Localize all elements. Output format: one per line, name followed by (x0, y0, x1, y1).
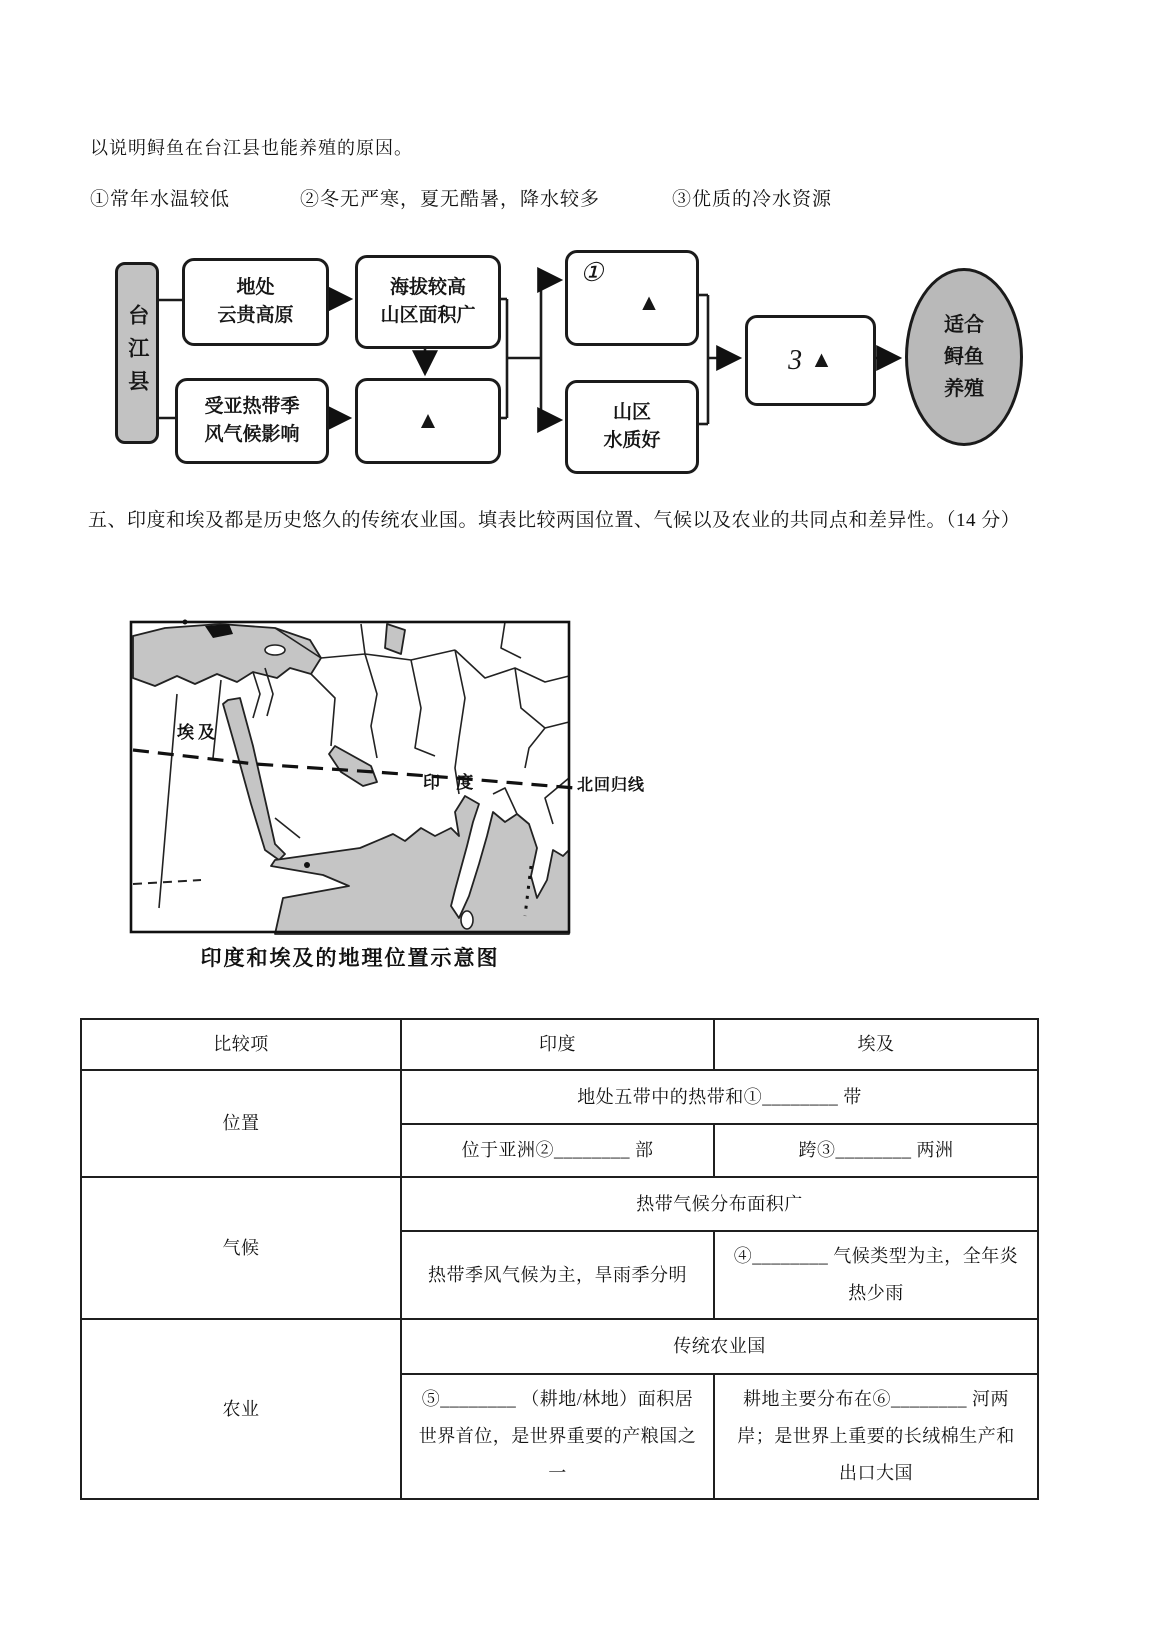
table-row-agriculture-shared (81, 1319, 1038, 1374)
climate-egypt-cell: ④________ 气候类型为主，全年炎热少雨 (714, 1231, 1038, 1319)
intro-line: 以说明鲟鱼在台江县也能养殖的原因。 (90, 138, 413, 158)
map-border-central-asia (455, 622, 569, 682)
reason-option-1: ①常年水温较低 (90, 189, 231, 210)
category-climate: 气候 (81, 1177, 401, 1319)
node-label-line1: 适合 (944, 314, 984, 336)
node-label-line1: 海拔较高 (389, 276, 466, 298)
node-label-line2: 风气候影响 (204, 424, 300, 445)
category-agriculture: 农业 (81, 1319, 401, 1499)
flowchart-node-high-altitude (355, 255, 501, 349)
blank-triangle-mark: ▲ (637, 289, 661, 315)
blank-triangle-mark: ▲ (810, 347, 833, 373)
flowchart-node-result (905, 268, 1023, 446)
table-row-climate-shared (81, 1177, 1038, 1231)
flowchart-node-taijiang-county (115, 262, 159, 444)
map-island-socotra (304, 862, 310, 868)
map-figure (125, 598, 575, 938)
node-label-line2: 云贵高原 (217, 305, 294, 326)
node-label-line2: 山区面积广 (380, 305, 476, 326)
node-label-line1: 地处 (236, 276, 275, 298)
map-label-tropic-of-cancer: 北回归线 (577, 777, 646, 794)
agriculture-india-cell: ⑤________ （耕地/林地）面积居世界首位，是世界重要的产粮国之一 (401, 1374, 714, 1499)
climate-shared-cell: 热带气候分布面积广 (401, 1177, 1038, 1231)
flowchart-node-monsoon-climate (175, 378, 329, 464)
location-egypt-cell: 跨③________ 两洲 (714, 1124, 1038, 1177)
section-five-heading: 五、印度和埃及都是历史悠久的传统农业国。填表比较两国位置、气候以及农业的共同点和差异性。（14 分） (88, 510, 1021, 531)
map-island-cyprus (265, 645, 285, 655)
map-persian-gulf (329, 746, 377, 786)
map-label-egypt: 埃及 (177, 723, 219, 742)
blank-number: 3 (788, 344, 803, 376)
map-label-india: 印 度 (423, 773, 480, 792)
header-egypt: 埃及 (714, 1019, 1038, 1070)
location-india-cell: 位于亚洲②________ 部 (401, 1124, 714, 1177)
map-indian-ocean (271, 796, 569, 934)
flowchart-blank-node-3 (745, 315, 876, 406)
map-border-himalaya (515, 668, 569, 768)
reason-option-2: ②冬无严寒，夏无酷暑，降水较多 (300, 189, 601, 210)
map-border-bangladesh (493, 788, 517, 814)
location-shared-cell: 地处五带中的热带和①________ 带 (401, 1070, 1038, 1124)
category-location: 位置 (81, 1070, 401, 1177)
comparison-table (80, 1018, 1039, 1500)
blank-triangle-mark: ▲ (416, 408, 440, 434)
table-row-location-shared (81, 1070, 1038, 1124)
map-caption: 印度和埃及的地理位置示意图 (200, 946, 500, 970)
map-red-sea (223, 698, 285, 860)
map-border-egypt-east (213, 680, 221, 758)
node-label-line2: 水质好 (603, 430, 661, 451)
map-caspian-sea (385, 624, 405, 654)
agriculture-shared-cell: 传统农业国 (401, 1319, 1038, 1374)
map-border-yemen (275, 818, 300, 838)
node-label-line1: 受亚热带季 (204, 395, 300, 417)
reason-option-3: ③优质的冷水资源 (672, 189, 833, 210)
fish-farming-flowchart (0, 230, 1158, 482)
flowchart-node-water-quality (565, 380, 699, 474)
flowchart-blank-node-1 (565, 250, 699, 346)
node-label-line1: 山区 (612, 401, 651, 423)
header-compare-item: 比较项 (81, 1019, 401, 1070)
node-label-line3: 养殖 (944, 378, 984, 400)
climate-india-cell: 热带季风气候为主，旱雨季分明 (401, 1231, 714, 1319)
map-border-egypt-south-dashed (133, 880, 201, 884)
header-india: 印度 (401, 1019, 714, 1070)
table-header-row (81, 1019, 1038, 1070)
flowchart-blank-node-2 (355, 378, 501, 464)
map-border-iraq-iran (311, 654, 435, 758)
node-label-line2: 鲟鱼 (944, 346, 984, 368)
blank-number: ① (580, 258, 604, 287)
map-border-egypt-west (159, 694, 177, 908)
agriculture-egypt-cell: 耕地主要分布在⑥________ 河两岸；是世界上重要的长绒棉生产和出口大国 (714, 1374, 1038, 1499)
map-island-sri-lanka (461, 911, 473, 929)
node-label: 台江县 (125, 303, 150, 403)
flowchart-node-plateau (182, 258, 329, 346)
